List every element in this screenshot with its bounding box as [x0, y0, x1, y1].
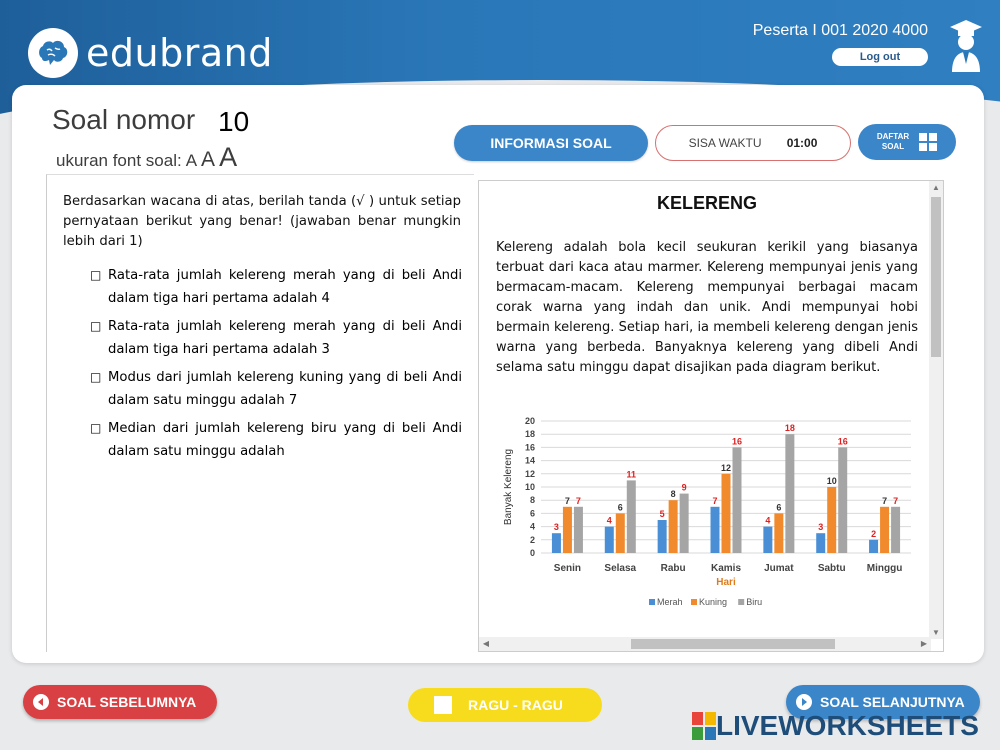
data-label: 4: [606, 515, 612, 526]
liveworksheets-logo-icon: [692, 712, 716, 740]
option-text: Rata-rata jumlah kelereng merah yang di beli Andi dalam tiga hari pertama adalah 3: [108, 319, 462, 357]
data-label: 18: [784, 423, 795, 434]
y-tick-label: 6: [529, 508, 535, 519]
daftar-soal-label: [877, 132, 909, 152]
graduate-user-icon: [948, 18, 984, 77]
legend-label: Merah: [657, 597, 683, 607]
bar-biru: [733, 447, 742, 553]
liveworksheets-watermark: [692, 710, 979, 742]
option-text: Modus dari jumlah kelereng kuning yang di beli Andi dalam satu minggu adalah 7: [108, 370, 462, 408]
x-tick-label: Senin: [553, 563, 582, 574]
data-label: 16: [731, 436, 743, 447]
data-label: 8: [670, 489, 676, 500]
data-label: 7: [712, 495, 718, 506]
daftar-line-2: SOAL: [881, 142, 905, 151]
answer-options: [90, 264, 462, 468]
question-title: Soal nomor: [52, 104, 196, 135]
data-label: 16: [837, 436, 848, 447]
liveworksheets-text: LIVEWORKSHEETS: [716, 710, 979, 741]
x-tick-label: Sabtu: [817, 563, 846, 574]
arrow-left-icon: [33, 694, 49, 710]
legend-swatch: [649, 599, 655, 605]
passage-title: KELERENG: [656, 193, 757, 213]
y-tick-label: 2: [529, 534, 535, 545]
horizontal-scroll-thumb[interactable]: [631, 639, 835, 649]
ragu-label: RAGU - RAGU: [468, 697, 563, 713]
bar-biru: [627, 480, 636, 553]
vertical-scrollbar[interactable]: [929, 181, 943, 639]
data-label: 5: [659, 509, 665, 519]
font-size-small[interactable]: A: [185, 151, 198, 170]
data-label: 7: [893, 495, 899, 506]
legend-label: Biru: [746, 597, 763, 607]
bar-kuning: [827, 487, 836, 553]
data-label: 9: [681, 482, 687, 493]
prev-label: SOAL SEBELUMNYA: [57, 694, 197, 710]
font-size-medium[interactable]: A: [201, 148, 216, 171]
horizontal-scrollbar[interactable]: [479, 637, 931, 651]
data-label: 7: [564, 495, 570, 506]
bar-kuning: [880, 507, 889, 553]
question-number: 10: [218, 106, 250, 137]
x-axis-label: Hari: [716, 577, 736, 588]
data-label: 6: [776, 502, 782, 513]
x-tick-label: Jumat: [764, 563, 794, 574]
y-tick-label: 14: [524, 455, 535, 466]
bar-merah: [605, 527, 614, 553]
bar-merah: [711, 507, 720, 553]
answer-option[interactable]: [90, 417, 462, 463]
logout-button[interactable]: Log out: [832, 48, 928, 66]
bar-kuning: [722, 474, 731, 553]
info-soal-button[interactable]: INFORMASI SOAL: [454, 125, 648, 161]
bar-kuning: [774, 513, 783, 553]
font-size-large[interactable]: A: [219, 142, 238, 172]
timer-value: 01:00: [786, 136, 818, 150]
brain-icon: [28, 28, 78, 78]
participant-id: Peserta I 001 2020 4000: [752, 22, 928, 39]
legend-label: Kuning: [699, 597, 728, 607]
vertical-scroll-thumb[interactable]: [931, 197, 941, 357]
bar-biru: [891, 507, 900, 553]
scroll-up-icon[interactable]: ▲: [932, 183, 940, 192]
y-axis-label: Banyak Kelereng: [503, 448, 514, 526]
y-tick-label: 10: [524, 482, 535, 492]
timer-label: SISA WAKTU: [688, 136, 762, 150]
font-size-label: ukuran font soal:: [56, 151, 182, 170]
answer-option[interactable]: [90, 366, 462, 412]
checkbox-icon[interactable]: □: [90, 421, 102, 435]
checkbox-icon[interactable]: □: [90, 268, 102, 282]
data-label: 7: [575, 495, 581, 506]
bar-merah: [658, 520, 667, 553]
y-tick-label: 18: [524, 429, 535, 440]
timer-box: [655, 125, 851, 161]
bar-merah: [552, 533, 561, 553]
x-tick-label: Minggu: [866, 563, 903, 574]
data-label: 4: [765, 515, 771, 526]
bar-biru: [838, 447, 847, 553]
y-tick-label: 0: [529, 548, 535, 558]
y-tick-label: 12: [524, 468, 535, 479]
y-tick-label: 16: [524, 442, 535, 453]
data-label: 2: [871, 528, 877, 539]
answer-option[interactable]: [90, 264, 462, 310]
passage-panel[interactable]: [478, 180, 944, 652]
data-label: 7: [882, 495, 888, 506]
data-label: 12: [720, 462, 732, 473]
bar-merah: [869, 540, 878, 553]
font-size-selector: [56, 142, 241, 173]
option-text: Rata-rata jumlah kelereng merah yang di beli Andi dalam tiga hari pertama adalah 4: [108, 268, 462, 306]
bar-biru: [785, 434, 794, 553]
x-tick-label: Rabu: [660, 563, 686, 574]
question-instruction: Berdasarkan wacana di atas, berilah tanda (√ ) untuk setiap pernyataan berikut yang benar! (jawaban benar mungkin lebih dari 1): [63, 194, 461, 249]
bar-kuning: [616, 513, 625, 553]
grid-icon: [919, 133, 937, 151]
answer-option[interactable]: [90, 315, 462, 361]
arrow-right-icon: [796, 694, 812, 710]
bar-merah: [816, 533, 825, 553]
bar-chart: [499, 413, 919, 619]
daftar-soal-button[interactable]: [858, 124, 956, 160]
data-label: 3: [553, 522, 559, 533]
bar-merah: [763, 527, 772, 553]
data-label: 6: [617, 502, 623, 513]
chart-svg: [499, 413, 919, 619]
checkbox-icon[interactable]: [434, 696, 452, 714]
prev-question-button[interactable]: [23, 685, 217, 719]
scroll-down-icon[interactable]: ▼: [932, 628, 940, 637]
y-tick-label: 8: [529, 495, 535, 506]
data-label: 11: [626, 469, 637, 480]
option-text: Median dari jumlah kelereng biru yang di beli Andi dalam satu minggu adalah: [108, 421, 462, 459]
brand-name: edubrand: [86, 31, 273, 75]
bar-biru: [680, 494, 689, 553]
y-tick-label: 20: [524, 416, 535, 426]
ragu-ragu-button[interactable]: [408, 688, 602, 722]
x-tick-label: Kamis: [710, 563, 742, 574]
scroll-left-icon[interactable]: ◀: [482, 639, 490, 648]
bar-kuning: [669, 500, 678, 553]
legend-swatch: [738, 599, 744, 605]
data-label: 3: [818, 522, 824, 533]
checkbox-icon[interactable]: □: [90, 319, 102, 333]
bar-kuning: [563, 507, 572, 553]
passage-text: Kelereng adalah bola kecil seukuran kerikil yang biasanya terbuat dari kaca atau marmer. Kelereng mempunyai jenis yang bermacam-macam. Kelereng mempunyai berbagai macam corak warna yang indah dan unik. Andi mempunyai hobi bermain kelereng. Setiap hari, ia membeli kelereng dengan jenis warna yang berbeda. Banyaknya kelereng yang dibeli Andi selama satu minggu dapat disajikan pada diagram berikut.: [496, 240, 918, 375]
x-tick-label: Selasa: [604, 563, 637, 574]
bar-biru: [574, 507, 583, 553]
scroll-right-icon[interactable]: ▶: [920, 639, 928, 648]
legend-swatch: [691, 599, 697, 605]
daftar-line-1: DAFTAR: [876, 132, 910, 141]
brand-logo: [28, 28, 273, 78]
data-label: 10: [826, 476, 837, 486]
checkbox-icon[interactable]: □: [90, 370, 102, 384]
y-tick-label: 4: [529, 521, 535, 532]
next-label: SOAL SELANJUTNYA: [820, 694, 965, 710]
